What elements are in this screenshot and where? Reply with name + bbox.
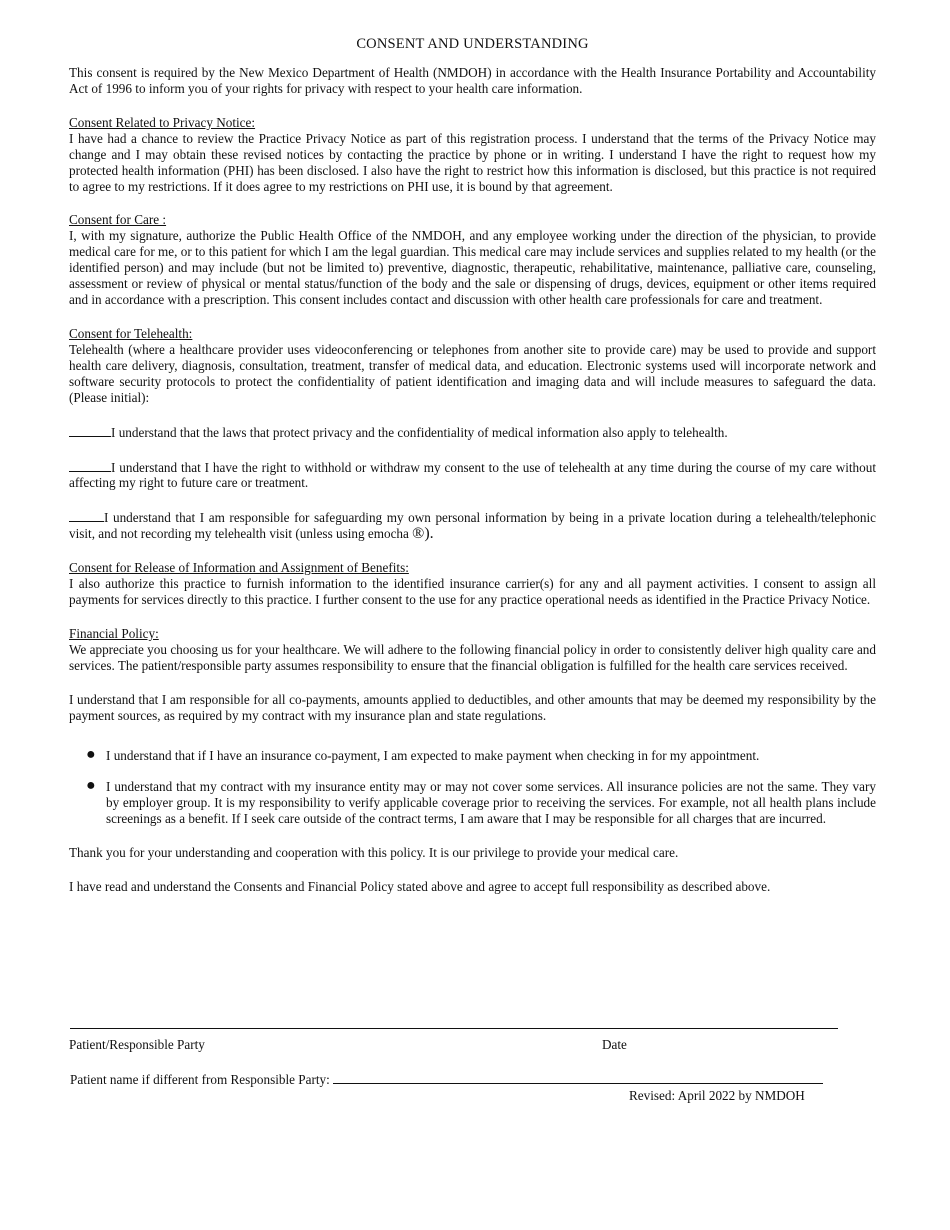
financial-heading: Financial Policy: xyxy=(69,625,159,641)
thanks-paragraph: Thank you for your understanding and cooperation with this policy. It is our privilege to provide your medical care. xyxy=(69,845,679,861)
telehealth-initial-3 xyxy=(69,509,876,542)
initial-blank-2[interactable] xyxy=(69,459,111,472)
financial-bullets xyxy=(69,745,876,828)
care-paragraph: I, with my signature, authorize the Public Health Office of the NMDOH, and any employee working under the direction of the physician, to provide medical care for me, or to this patient for which I am the legal guardian. This medical care may include services and supplies related to my health (or the identified person) and may include (but not be limited to) preventive, diagnostic, therapeutic, rehabilitative, maintenance, palliative care, counseling, assessment or review of physical or mental status/function of the body and the sale or dispensing of drugs, devices, equipment or other items required and in accordance with a prescription. This consent includes contact and discussion with other health care professionals for care and treatment. xyxy=(69,228,876,308)
privacy-heading: Consent Related to Privacy Notice: xyxy=(69,114,256,130)
initial-blank-1[interactable] xyxy=(69,424,111,437)
bullet-icon: ● xyxy=(86,777,96,795)
patient-name-label: Patient name if different from Responsible Party: xyxy=(70,1072,330,1087)
telehealth-initial-1 xyxy=(69,424,876,441)
list-item: ● I understand that my contract with my insurance entity may or may not cover some services. All insurance policies are not the same. They vary by employer group. It is my responsibility to verify applicable coverage prior to receiving the services. For example, not all health plans include screenings as a benefit. If I seek care outside of the contract terms, I am aware that I may be responsible for all charges that are incurred. xyxy=(86,777,876,827)
responsible-party-label: Patient/Responsible Party xyxy=(69,1037,205,1052)
telehealth-initial-3-text: I understand that I am responsible for safeguarding my own personal information by being in a private location during a telehealth/telephonic visit, and not recording my telehealth visit (unless using emocha xyxy=(69,510,876,542)
release-heading: Consent for Release of Information and Assignment of Benefits: xyxy=(69,560,409,576)
date-label: Date xyxy=(602,1037,627,1052)
initial-blank-3[interactable] xyxy=(69,509,104,522)
telehealth-initial-2 xyxy=(69,459,876,492)
financial-paragraph: We appreciate you choosing us for your healthcare. We will adhere to the following financial policy in order to consistently deliver high quality care and services. The patient/responsible party assumes responsibility to ensure that the financial obligation is fulfilled for the health care services received. xyxy=(69,641,876,673)
telehealth-initial-2-text: I understand that I have the right to withhold or withdraw my consent to the use of telehealth at any time during the course of my care without affecting my right to future care or treatment. xyxy=(69,459,876,491)
telehealth-heading: Consent for Telehealth: xyxy=(69,325,193,341)
release-paragraph: I also authorize this practice to furnish information to the identified insurance carrier(s) for any and all payment activities. I consent to assign all payments for services directly to this practice. I further consent to the use for any practice operational needs as identified in the Practice Privacy Notice. xyxy=(69,576,876,608)
patient-name-field[interactable] xyxy=(333,1071,823,1084)
telehealth-initial-1-text: I understand that the laws that protect privacy and the confidentiality of medical information also apply to telehealth. xyxy=(111,424,728,440)
privacy-paragraph: I have had a chance to review the Practice Privacy Notice as part of this registration process. I understand that the terms of the Privacy Notice may change and I may obtain these revised notices by contacting the practice by phone or in writing. I understand I have the right to request how my protected health information (PHI) has been disclosed. I also have the right to restrict how this information is disclosed, but this practice is not required to agree to my restrictions. If it does agree to my restrictions on PHI use, it is bound by that agreement. xyxy=(69,130,876,194)
bullet-icon: ● xyxy=(86,745,96,763)
signature-line[interactable] xyxy=(70,1028,838,1029)
telehealth-paragraph: Telehealth (where a healthcare provider uses videoconferencing or telephones from another site to provide care) may be used to provide and support health care delivery, diagnosis, consultation, treatment, transfer of medical data, and education. Electronic systems used will incorporate network and software security protocols to protect the confidentiality of patient identification and imaging data and will include measures to safeguard the data. (Please initial): xyxy=(69,341,876,405)
revision-note: Revised: April 2022 by NMDOH xyxy=(629,1088,805,1103)
registered-mark: ®). xyxy=(412,525,434,543)
list-item: ● I understand that if I have an insurance co-payment, I am expected to make payment when checking in for my appointment. xyxy=(86,745,760,763)
acknowledgement-paragraph: I have read and understand the Consents and Financial Policy stated above and agree to accept full responsibility as described above. xyxy=(69,879,771,895)
document-title: CONSENT AND UNDERSTANDING xyxy=(356,36,589,52)
responsibility-paragraph: I understand that I am responsible for all co-payments, amounts applied to deductibles, and other amounts that may be deemed my responsibility by the payment sources, as required by my contract with my insurance plan and state regulations. xyxy=(69,691,876,723)
consent-document xyxy=(69,36,876,895)
care-heading: Consent for Care : xyxy=(69,212,167,228)
patient-name-row xyxy=(70,1071,823,1088)
intro-paragraph: This consent is required by the New Mexico Department of Health (NMDOH) in accordance with the Health Insurance Portability and Accountability Act of 1996 to inform you of your rights for privacy with respect to your health care information. xyxy=(69,65,876,96)
